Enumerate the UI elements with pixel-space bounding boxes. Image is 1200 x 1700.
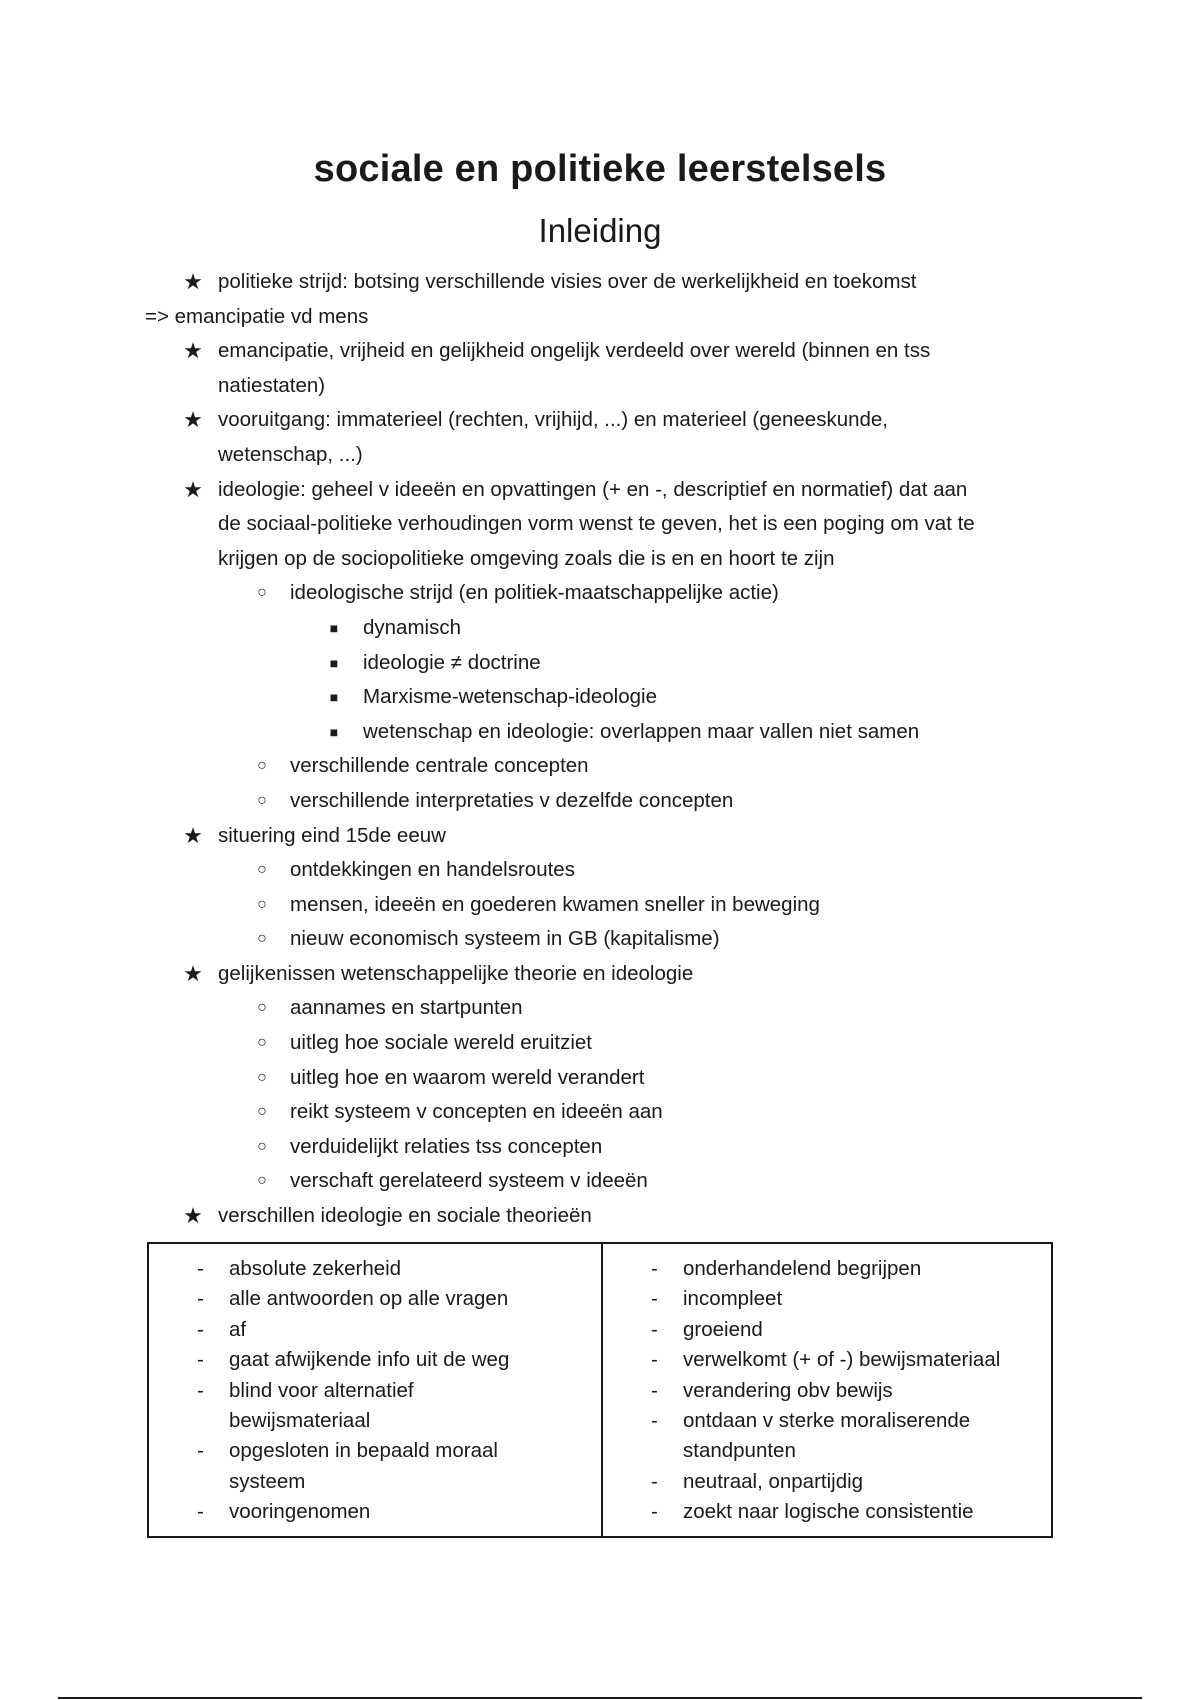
outline-item-text: politieke strijd: botsing verschillende visies over de werkelijkheid en toekomst xyxy=(218,270,917,293)
outline-item xyxy=(0,438,1200,473)
table-list-item xyxy=(149,1284,599,1314)
table-item-text: absolute zekerheid xyxy=(229,1257,402,1280)
star-bullet-icon: ★ xyxy=(183,407,203,433)
outline-item xyxy=(0,957,1200,992)
square-bullet-icon: ■ xyxy=(329,723,339,740)
outline-item xyxy=(0,749,1200,784)
outline-item-text: uitleg hoe sociale wereld eruitziet xyxy=(290,1031,592,1055)
outline-item-text: ideologie: geheel v ideeën en opvattingen (+ en -, descriptief en normatief) dat aan xyxy=(218,477,968,501)
circle-bullet-icon: ○ xyxy=(257,791,267,809)
outline-item-text: => emancipatie vd mens xyxy=(145,304,369,328)
outline-item-text: krijgen op de sociopolitieke omgeving zoals die is en en hoort te zijn xyxy=(218,546,835,570)
star-bullet-icon: ★ xyxy=(183,1203,203,1229)
outline-item-text: wetenschap en ideologie: overlappen maar vallen niet samen xyxy=(363,719,920,743)
outline-item-text: gelijkenissen wetenschappelijke theorie en ideologie xyxy=(218,961,694,985)
outline-item-text: dynamisch xyxy=(363,615,461,639)
outline-item xyxy=(0,991,1200,1026)
square-bullet-icon: ■ xyxy=(329,654,339,671)
outline-item xyxy=(0,819,1200,854)
dash-bullet-icon: - xyxy=(651,1257,658,1280)
table-item-text: zoekt naar logische consistentie xyxy=(683,1500,974,1524)
document-title: sociale en politieke leerstelsels xyxy=(313,148,887,190)
table-list-item xyxy=(603,1467,1053,1497)
outline-item xyxy=(0,1164,1200,1199)
table-item-text: opgesloten in bepaald moraal xyxy=(229,1439,498,1463)
outline-item-text: aannames en startpunten xyxy=(290,996,523,1020)
outline-item-text: verduidelijkt relaties tss concepten xyxy=(290,1134,603,1158)
table-item-text: neutraal, onpartijdig xyxy=(683,1469,864,1493)
outline-item-text: natiestaten) xyxy=(218,373,326,397)
outline-item xyxy=(0,611,1200,646)
table-list-item xyxy=(603,1315,1053,1345)
table-column-sociale-theorie xyxy=(603,1254,1053,1528)
outline-item xyxy=(0,403,1200,438)
outline-item-text: wetenschap, ...) xyxy=(218,442,363,466)
outline-item-text: ontdekkingen en handelsroutes xyxy=(290,858,575,882)
table-item-text: systeem xyxy=(229,1469,306,1493)
outline-item-text: mensen, ideeën en goederen kwamen sneller in beweging xyxy=(290,892,820,916)
circle-bullet-icon: ○ xyxy=(257,1068,267,1086)
outline-item-text: situering eind 15de eeuw xyxy=(218,823,446,847)
square-bullet-icon: ■ xyxy=(329,689,339,706)
dash-bullet-icon: - xyxy=(197,1500,204,1524)
circle-bullet-icon: ○ xyxy=(257,757,267,775)
table-item-text: groeiend xyxy=(683,1317,763,1341)
outline-item-text: nieuw economisch systeem in GB (kapitalisme) xyxy=(290,927,720,951)
outline-item xyxy=(0,576,1200,611)
circle-bullet-icon: ○ xyxy=(257,584,267,602)
outline-item xyxy=(0,784,1200,819)
dash-bullet-icon: - xyxy=(651,1348,658,1372)
outline-item-text: verschillende centrale concepten xyxy=(290,754,589,778)
table-list-item xyxy=(603,1497,1053,1527)
circle-bullet-icon: ○ xyxy=(257,895,267,913)
outline-item-text: verschillen ideologie en sociale theorieën xyxy=(218,1204,592,1228)
table-item-text: verwelkomt (+ of -) bewijsmateriaal xyxy=(683,1348,1001,1372)
dash-bullet-icon: - xyxy=(197,1378,204,1402)
outline-item xyxy=(0,542,1200,577)
outline-item xyxy=(0,1026,1200,1061)
table-item-text: ontdaan v sterke moraliserende xyxy=(683,1408,971,1432)
outline-item xyxy=(0,369,1200,404)
circle-bullet-icon: ○ xyxy=(257,1034,267,1052)
outline-item xyxy=(0,715,1200,750)
circle-bullet-icon: ○ xyxy=(257,1172,267,1190)
outline-item xyxy=(0,646,1200,681)
outline-item xyxy=(0,300,1200,335)
outline-item-text: verschillende interpretaties v dezelfde concepten xyxy=(290,788,734,812)
outline-item xyxy=(0,888,1200,923)
outline-item xyxy=(0,334,1200,369)
table-list-item xyxy=(149,1497,599,1527)
outline-item-text: ideologische strijd (en politiek-maatschappelijke actie) xyxy=(290,581,779,605)
star-bullet-icon: ★ xyxy=(183,476,203,502)
table-column-ideologie xyxy=(149,1254,599,1528)
outline-item xyxy=(0,265,1200,300)
table-item-text: af xyxy=(229,1317,247,1341)
table-item-text: blind voor alternatief xyxy=(229,1378,414,1402)
star-bullet-icon: ★ xyxy=(183,960,203,986)
outline-item xyxy=(0,473,1200,508)
table-item-text: alle antwoorden op alle vragen xyxy=(229,1287,509,1311)
dash-bullet-icon: - xyxy=(197,1257,204,1280)
dash-bullet-icon: - xyxy=(651,1408,658,1432)
circle-bullet-icon: ○ xyxy=(257,930,267,948)
outline-item-text: uitleg hoe en waarom wereld verandert xyxy=(290,1065,645,1089)
table-list-item xyxy=(603,1436,1053,1466)
square-bullet-icon: ■ xyxy=(329,619,339,636)
table-item-text: incompleet xyxy=(683,1287,783,1311)
table-item-text: verandering obv bewijs xyxy=(683,1378,893,1402)
outline-item xyxy=(0,1130,1200,1165)
dash-bullet-icon: - xyxy=(197,1287,204,1311)
circle-bullet-icon: ○ xyxy=(257,1137,267,1155)
table-list-item xyxy=(149,1315,599,1345)
table-item-text: bewijsmateriaal xyxy=(229,1408,371,1432)
footer-rule xyxy=(58,1697,1142,1699)
table-item-text: standpunten xyxy=(683,1439,796,1463)
table-item-text: onderhandelend begrijpen xyxy=(683,1257,922,1280)
section-heading: Inleiding xyxy=(538,212,662,249)
outline-item-text: emancipatie, vrijheid en gelijkheid ongelijk verdeeld over wereld (binnen en tss xyxy=(218,339,931,363)
table-item-text: gaat afwijkende info uit de weg xyxy=(229,1348,510,1372)
star-bullet-icon: ★ xyxy=(183,822,203,848)
circle-bullet-icon: ○ xyxy=(257,999,267,1017)
dash-bullet-icon: - xyxy=(651,1287,658,1311)
outline-item-text: verschaft gerelateerd systeem v ideeën xyxy=(290,1169,648,1193)
table-list-item xyxy=(149,1345,599,1375)
dash-bullet-icon: - xyxy=(197,1439,204,1463)
outline-item xyxy=(0,1095,1200,1130)
dash-bullet-icon: - xyxy=(651,1378,658,1402)
table-list-item xyxy=(603,1345,1053,1375)
table-list-item xyxy=(603,1284,1053,1314)
outline-item xyxy=(0,853,1200,888)
outline-item-text: vooruitgang: immaterieel (rechten, vrijhijd, ...) en materieel (geneeskunde, xyxy=(218,408,888,432)
table-list-item xyxy=(603,1254,1053,1284)
star-bullet-icon: ★ xyxy=(183,269,203,294)
star-bullet-icon: ★ xyxy=(183,338,203,364)
table-list-item xyxy=(149,1376,599,1406)
dash-bullet-icon: - xyxy=(651,1500,658,1524)
outline-item xyxy=(0,922,1200,957)
outline-list xyxy=(0,265,1200,1234)
outline-item xyxy=(0,680,1200,715)
table-list-item xyxy=(149,1467,599,1497)
table-list-item xyxy=(603,1406,1053,1436)
outline-item xyxy=(0,1199,1200,1234)
table-item-text: vooringenomen xyxy=(229,1500,371,1524)
dash-bullet-icon: - xyxy=(197,1317,204,1341)
table-list-item xyxy=(149,1406,599,1436)
dash-bullet-icon: - xyxy=(651,1317,658,1341)
outline-item-text: Marxisme-wetenschap-ideologie xyxy=(363,685,657,709)
table-list-item xyxy=(149,1254,599,1284)
outline-item-text: ideologie ≠ doctrine xyxy=(363,650,541,674)
circle-bullet-icon: ○ xyxy=(257,861,267,879)
outline-item xyxy=(0,1061,1200,1096)
outline-item xyxy=(0,507,1200,542)
outline-item-text: de sociaal-politieke verhoudingen vorm wenst te geven, het is een poging om vat te xyxy=(218,512,975,536)
dash-bullet-icon: - xyxy=(197,1348,204,1372)
table-list-item xyxy=(603,1376,1053,1406)
outline-item-text: reikt systeem v concepten en ideeën aan xyxy=(290,1100,663,1124)
dash-bullet-icon: - xyxy=(651,1469,658,1493)
comparison-table xyxy=(147,1242,1053,1538)
circle-bullet-icon: ○ xyxy=(257,1103,267,1121)
table-list-item xyxy=(149,1436,599,1466)
